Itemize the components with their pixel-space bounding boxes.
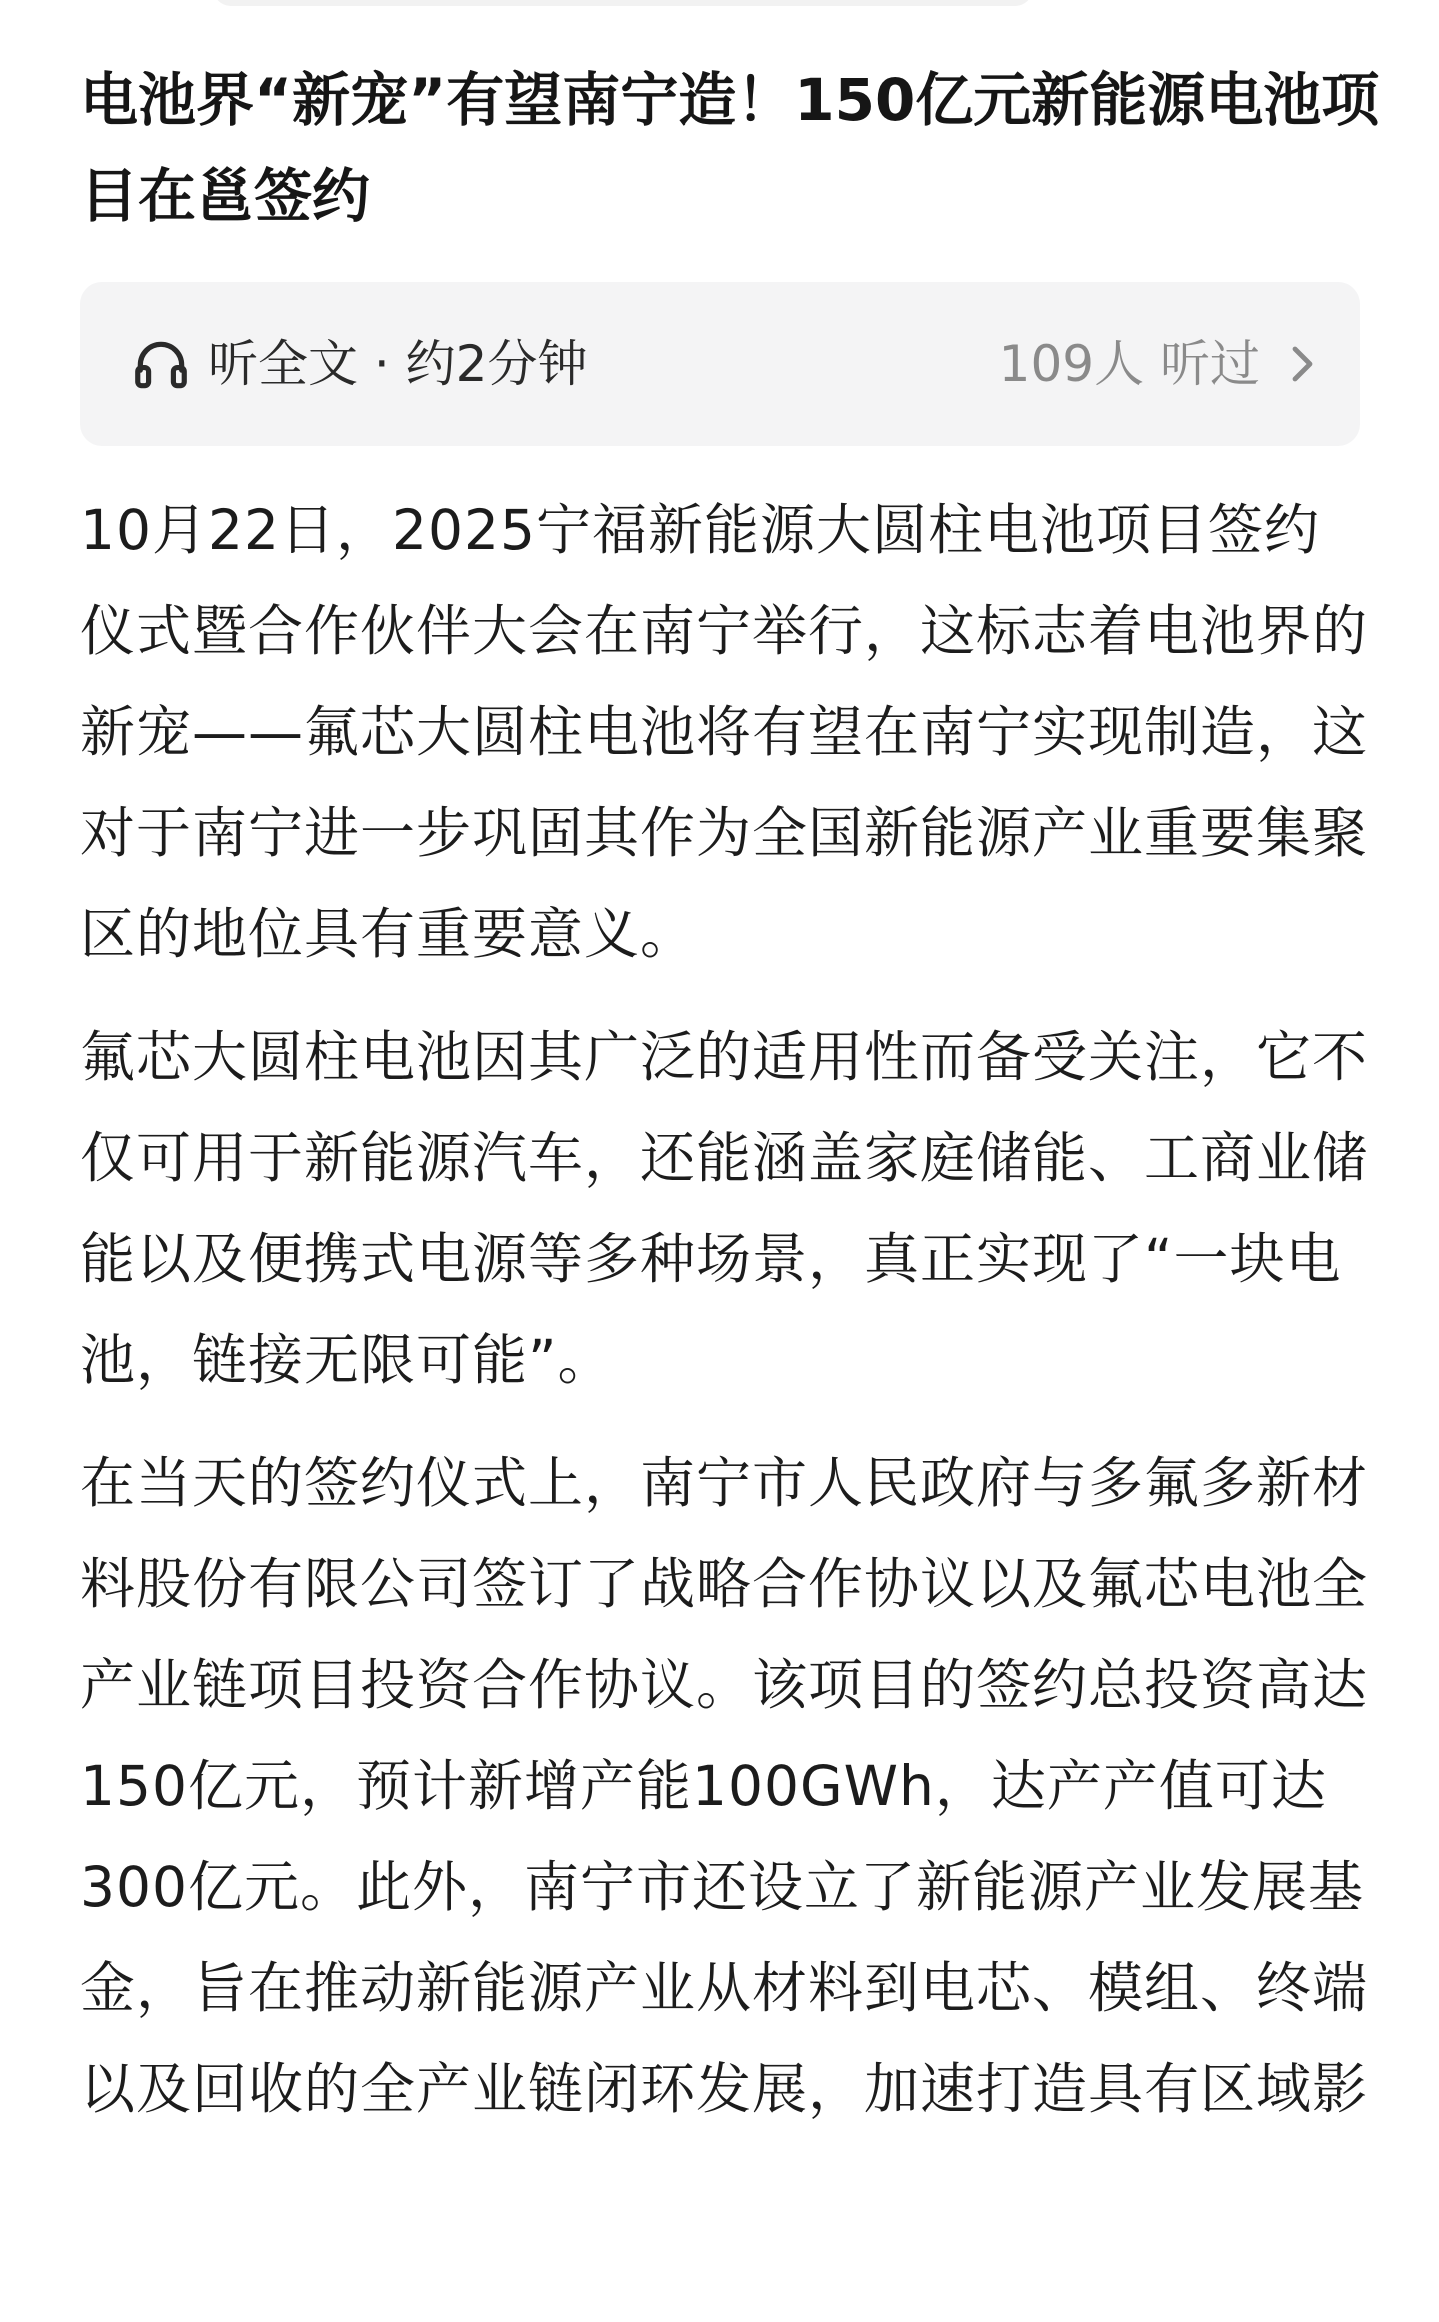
listen-full-text-bar[interactable] xyxy=(80,282,1360,446)
article-paragraph: 在当天的签约仪式上，南宁市人民政府与多氟多新材料股份有限公司签订了战略合作协议以及氟芯电池全产业链项目投资合作协议。该项目的签约总投资高达150亿元，预计新增产能100GWh，达产产值可达300亿元。此外，南宁市还设立了新能源产业发展基金，旨在推动新能源产业从材料到电芯、模组、终端以及回收的全产业链闭环发展，加速打造具有区域影 xyxy=(80,1451,1369,2121)
chevron-right-icon xyxy=(1286,346,1316,382)
listen-count: 109人 听过 xyxy=(998,335,1260,393)
article-paragraph: 10月22日，2025宁福新能源大圆柱电池项目签约仪式暨合作伙伴大会在南宁举行，这标志着电池界的新宠——氟芯大圆柱电池将有望在南宁实现制造，这对于南宁进一步巩固其作为全国新能源产业重要集聚区的地位具有重要意义。 xyxy=(80,498,1369,966)
article-title: 电池界“新宠”有望南宁造！150亿元新能源电池项目在邕签约 xyxy=(80,66,1380,230)
listen-label: 听全文 · 约2分钟 xyxy=(208,335,588,393)
article-paragraph: 氟芯大圆柱电池因其广泛的适用性而备受关注，它不仅可用于新能源汽车，还能涵盖家庭储能、工商业储能以及便携式电源等多种场景，真正实现了“一块电池，链接无限可能”。 xyxy=(80,1025,1369,1392)
headphones-icon xyxy=(130,334,192,396)
article-body xyxy=(80,480,1370,2322)
top-search-pill[interactable] xyxy=(213,0,1033,6)
